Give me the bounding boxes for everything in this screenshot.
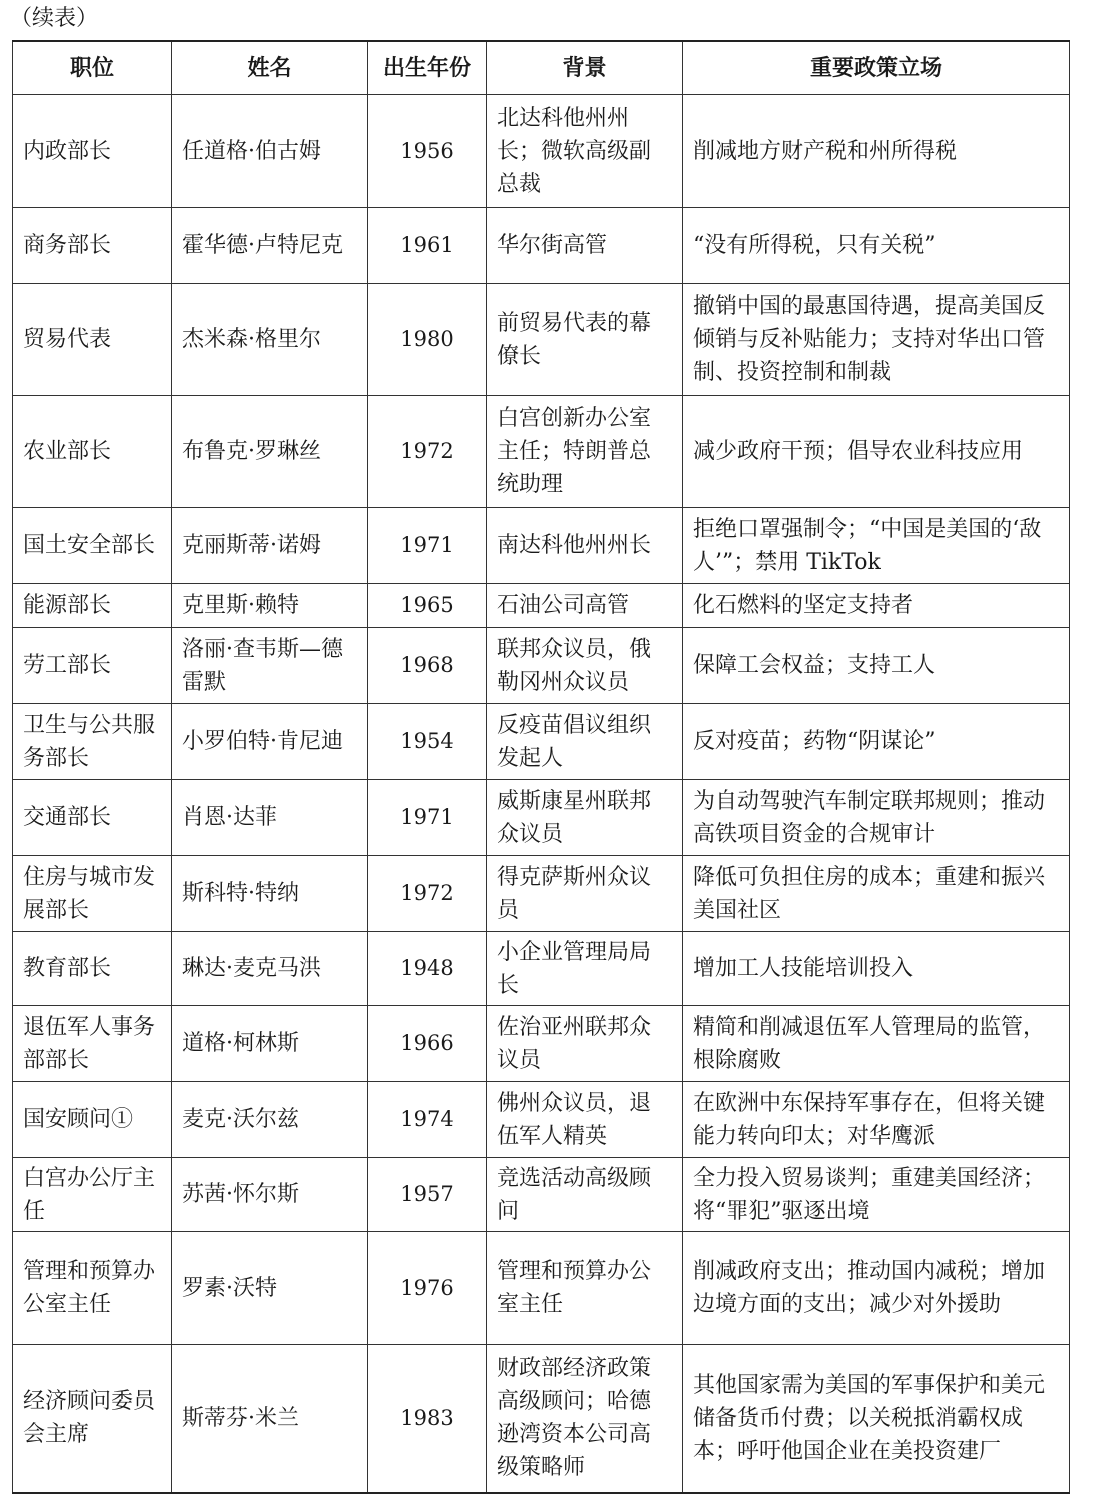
table-row (13, 584, 1070, 628)
cell-position: 白宫办公厅主任 (13, 1158, 172, 1232)
cell-name: 小罗伯特·肯尼迪 (172, 704, 368, 780)
cell-policy: 削减政府支出；推动国内减税；增加边境方面的支出；减少对外援助 (683, 1232, 1070, 1345)
header-row (13, 41, 1070, 95)
cell-year: 1965 (368, 584, 487, 628)
header-name: 姓名 (172, 41, 368, 95)
table-row (13, 856, 1070, 932)
cell-background: 小企业管理局局长 (487, 932, 683, 1006)
cell-background: 竞选活动高级顾问 (487, 1158, 683, 1232)
cell-policy: 增加工人技能培训投入 (683, 932, 1070, 1006)
table-row (13, 284, 1070, 396)
cell-name: 苏茜·怀尔斯 (172, 1158, 368, 1232)
cell-name: 罗素·沃特 (172, 1232, 368, 1345)
table-row (13, 1082, 1070, 1158)
cell-position: 国安顾问① (13, 1082, 172, 1158)
table-row (13, 1232, 1070, 1345)
cell-name: 斯蒂芬·米兰 (172, 1345, 368, 1493)
cell-year: 1948 (368, 932, 487, 1006)
cell-background: 管理和预算办公室主任 (487, 1232, 683, 1345)
cell-name: 霍华德·卢特尼克 (172, 208, 368, 284)
cell-background: 前贸易代表的幕僚长 (487, 284, 683, 396)
cell-policy: 其他国家需为美国的军事保护和美元储备货币付费；以关税抵消霸权成本；呼吁他国企业在美投资建厂 (683, 1345, 1070, 1493)
cell-name: 克丽斯蒂·诺姆 (172, 508, 368, 584)
cell-name: 肖恩·达菲 (172, 780, 368, 856)
cabinet-table (12, 40, 1070, 1494)
cell-name: 布鲁克·罗琳丝 (172, 396, 368, 508)
cell-policy: 减少政府干预；倡导农业科技应用 (683, 396, 1070, 508)
cell-position: 交通部长 (13, 780, 172, 856)
cell-policy: 化石燃料的坚定支持者 (683, 584, 1070, 628)
cell-position: 农业部长 (13, 396, 172, 508)
cell-name: 克里斯·赖特 (172, 584, 368, 628)
cell-position: 能源部长 (13, 584, 172, 628)
cell-name: 琳达·麦克马洪 (172, 932, 368, 1006)
table-row (13, 1158, 1070, 1232)
cell-name: 道格·柯林斯 (172, 1006, 368, 1082)
cell-background: 佐治亚州联邦众议员 (487, 1006, 683, 1082)
cell-position: 住房与城市发展部长 (13, 856, 172, 932)
cell-year: 1972 (368, 396, 487, 508)
table-row (13, 508, 1070, 584)
cell-name: 斯科特·特纳 (172, 856, 368, 932)
cell-year: 1961 (368, 208, 487, 284)
cell-position: 内政部长 (13, 95, 172, 208)
cell-year: 1971 (368, 508, 487, 584)
header-policy: 重要政策立场 (683, 41, 1070, 95)
cell-position: 退伍军人事务部部长 (13, 1006, 172, 1082)
table-row (13, 95, 1070, 208)
header-position: 职位 (13, 41, 172, 95)
cell-year: 1957 (368, 1158, 487, 1232)
cell-policy: 全力投入贸易谈判；重建美国经济；将“罪犯”驱逐出境 (683, 1158, 1070, 1232)
cell-year: 1972 (368, 856, 487, 932)
cell-name: 洛丽·查韦斯—德雷默 (172, 628, 368, 704)
table-row (13, 1345, 1070, 1493)
cell-year: 1980 (368, 284, 487, 396)
cell-position: 经济顾问委员会主席 (13, 1345, 172, 1493)
cell-policy: 撤销中国的最惠国待遇，提高美国反倾销与反补贴能力；支持对华出口管制、投资控制和制裁 (683, 284, 1070, 396)
cell-position: 管理和预算办公室主任 (13, 1232, 172, 1345)
cell-year: 1968 (368, 628, 487, 704)
cell-year: 1976 (368, 1232, 487, 1345)
table-row (13, 704, 1070, 780)
cell-name: 杰米森·格里尔 (172, 284, 368, 396)
cell-background: 佛州众议员，退伍军人精英 (487, 1082, 683, 1158)
table-row (13, 208, 1070, 284)
cell-policy: 削减地方财产税和州所得税 (683, 95, 1070, 208)
cell-background: 财政部经济政策高级顾问；哈德逊湾资本公司高级策略师 (487, 1345, 683, 1493)
cell-year: 1974 (368, 1082, 487, 1158)
cell-year: 1971 (368, 780, 487, 856)
cell-background: 石油公司高管 (487, 584, 683, 628)
cell-position: 卫生与公共服务部长 (13, 704, 172, 780)
cell-background: 反疫苗倡议组织发起人 (487, 704, 683, 780)
cell-position: 国土安全部长 (13, 508, 172, 584)
header-background: 背景 (487, 41, 683, 95)
cell-background: 南达科他州州长 (487, 508, 683, 584)
cell-position: 劳工部长 (13, 628, 172, 704)
cell-background: 联邦众议员，俄勒冈州众议员 (487, 628, 683, 704)
cell-year: 1983 (368, 1345, 487, 1493)
cell-position: 商务部长 (13, 208, 172, 284)
table-row (13, 932, 1070, 1006)
cell-position: 教育部长 (13, 932, 172, 1006)
cell-name: 麦克·沃尔兹 (172, 1082, 368, 1158)
cell-policy: 保障工会权益；支持工人 (683, 628, 1070, 704)
cell-position: 贸易代表 (13, 284, 172, 396)
cell-year: 1954 (368, 704, 487, 780)
cell-background: 北达科他州州长；微软高级副总裁 (487, 95, 683, 208)
table-row (13, 628, 1070, 704)
cell-name: 任道格·伯古姆 (172, 95, 368, 208)
cell-background: 白宫创新办公室主任；特朗普总统助理 (487, 396, 683, 508)
cell-policy: 为自动驾驶汽车制定联邦规则；推动高铁项目资金的合规审计 (683, 780, 1070, 856)
cell-policy: 精简和削减退伍军人管理局的监管，根除腐败 (683, 1006, 1070, 1082)
table-row (13, 396, 1070, 508)
table-row (13, 1006, 1070, 1082)
cell-policy: “没有所得税，只有关税” (683, 208, 1070, 284)
cell-year: 1966 (368, 1006, 487, 1082)
table-caption: （续表） (10, 6, 99, 31)
table-row (13, 780, 1070, 856)
cell-policy: 在欧洲中东保持军事存在，但将关键能力转向印太；对华鹰派 (683, 1082, 1070, 1158)
cell-background: 华尔街高管 (487, 208, 683, 284)
cell-background: 得克萨斯州众议员 (487, 856, 683, 932)
cell-background: 威斯康星州联邦众议员 (487, 780, 683, 856)
cell-policy: 反对疫苗；药物“阴谋论” (683, 704, 1070, 780)
header-birth-year: 出生年份 (368, 41, 487, 95)
cell-policy: 降低可负担住房的成本；重建和振兴美国社区 (683, 856, 1070, 932)
cell-policy: 拒绝口罩强制令；“中国是美国的‘敌人’”；禁用 TikTok (683, 508, 1070, 584)
cell-year: 1956 (368, 95, 487, 208)
